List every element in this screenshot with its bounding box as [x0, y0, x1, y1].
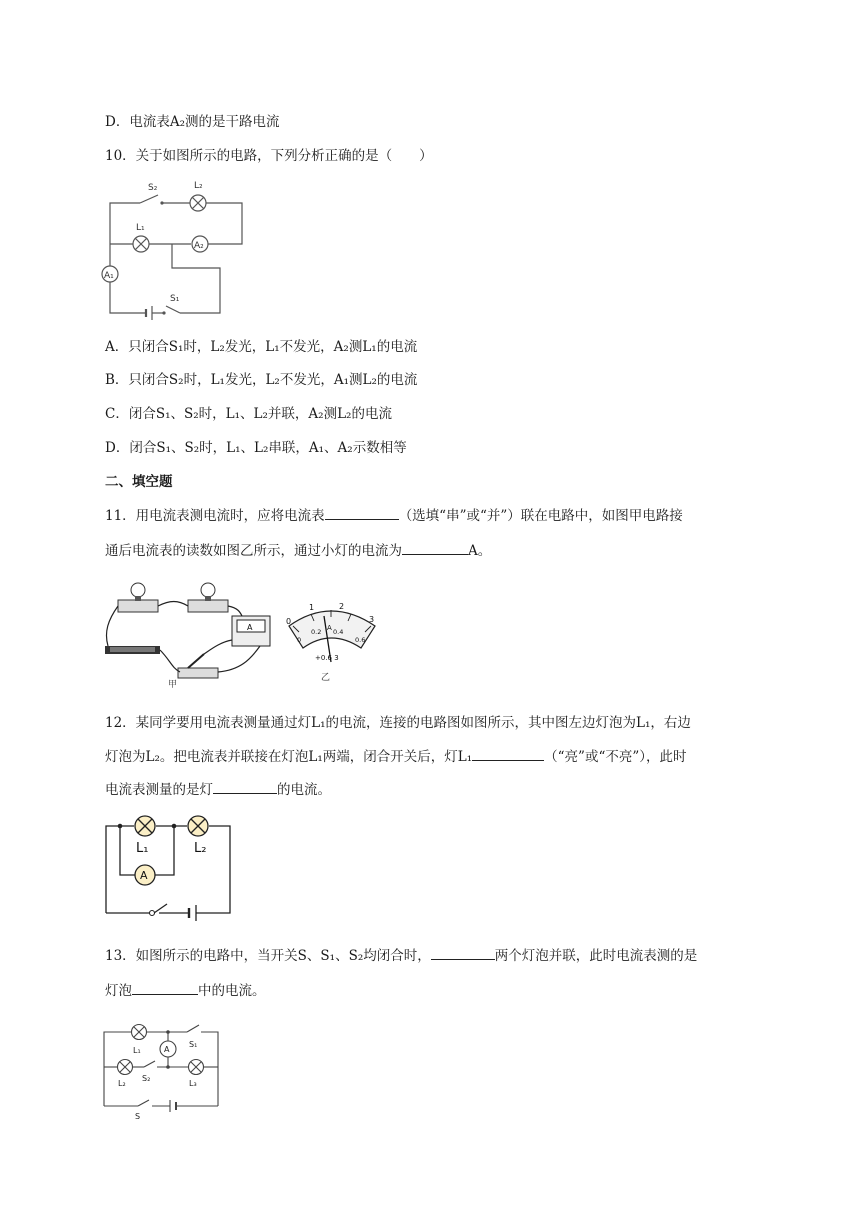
- q12-text-d: 的电流。: [277, 782, 331, 798]
- q12-blank-1[interactable]: [472, 746, 544, 761]
- q13-text-d: 中的电流。: [198, 983, 266, 999]
- q12-blank-2[interactable]: [213, 779, 277, 794]
- q10-option-d: D．闭合S₁、S₂时，L₁、L₂串联，A₁、A₂示数相等: [105, 440, 407, 456]
- meter-bottom-1: 0.2: [311, 628, 322, 636]
- meter-top-1: 1: [309, 603, 315, 612]
- section-heading: 二、填空题: [105, 474, 173, 490]
- q13-label-l2: L₂: [118, 1079, 126, 1088]
- q12-text-c: 电流表测量的是灯: [105, 782, 213, 798]
- meter-bottom-0: 0: [297, 636, 302, 644]
- q13-label-l1: L₁: [133, 1046, 141, 1055]
- q11-label-jia: 甲: [168, 680, 178, 690]
- meter-bottom-3: 0.6: [355, 636, 366, 644]
- q13-blank-2[interactable]: [132, 980, 198, 995]
- q10-option-c: C．闭合S₁、S₂时，L₁、L₂并联，A₂测L₂的电流: [105, 406, 392, 422]
- q10-option-a: A．只闭合S₁时，L₂发光，L₁不发光，A₂测L₁的电流: [105, 339, 418, 355]
- q12-line2: [105, 746, 687, 767]
- meter-top-3: 3: [369, 615, 375, 624]
- q12-line3: [105, 779, 331, 800]
- q11-blank-2[interactable]: [402, 540, 468, 555]
- q13-text-b: 两个灯泡并联，此时电流表测的是: [494, 948, 698, 964]
- q13-label-s: S: [135, 1112, 141, 1121]
- q11-label-yi: 乙: [321, 673, 331, 683]
- q11-line1: [105, 505, 683, 526]
- q13-circuit-diagram: [100, 1020, 230, 1121]
- q13-label-l3: L₃: [189, 1079, 197, 1088]
- q13-blank-1[interactable]: [431, 945, 495, 960]
- q12-text-a: 灯泡为L₂。把电流表并联接在灯泡L₁两端，闭合开关后，灯L₁: [105, 749, 473, 765]
- q10-circuit-diagram: [100, 175, 260, 325]
- q12-text-b: （“亮”或“不亮”），此时: [544, 749, 687, 765]
- meter-top-0: 0: [286, 617, 292, 626]
- q11-text-c: 通后电流表的读数如图乙所示，通过小灯的电流为: [105, 543, 402, 559]
- q11-figure-yi-meter: [283, 596, 383, 686]
- q11-text-b: （选填“串”或“并”）联在电路中，如图甲电路接: [398, 508, 683, 524]
- q13-label-s1: S₁: [189, 1040, 198, 1049]
- q10-label-s1: S₁: [170, 294, 180, 304]
- q10-label-a1: A₁: [104, 271, 114, 281]
- q12-line1: 12．某同学要用电流表测量通过灯L₁的电流，连接的电路图如图所示，其中图左边灯泡为L₁，右边: [105, 715, 691, 731]
- q13-line1: [105, 945, 697, 966]
- q12-label-l1: L₁: [136, 841, 149, 856]
- q10-stem: 10．关于如图所示的电路，下列分析正确的是（ ）: [105, 148, 433, 164]
- q13-line2: [105, 980, 266, 1001]
- q10-label-l2: L₂: [194, 181, 203, 191]
- q11-figure-jia: [100, 580, 280, 690]
- q10-label-s2: S₂: [148, 183, 158, 193]
- meter-unit-yi: A: [327, 624, 332, 632]
- q13-text-c: 灯泡: [105, 983, 132, 999]
- meter-bottom-2: 0.4: [333, 628, 344, 636]
- q13-text-a: 13．如图所示的电路中，当开关S、S₁、S₂均闭合时，: [105, 948, 431, 964]
- q11-blank-1[interactable]: [325, 505, 399, 520]
- meter-terminals: +0.6 3: [315, 654, 339, 662]
- meter-top-2: 2: [339, 602, 345, 611]
- q11-text-d: A。: [468, 543, 492, 559]
- q12-label-a: A: [140, 869, 148, 882]
- q10-label-a2: A₂: [194, 241, 204, 251]
- q10-option-b: B．只闭合S₂时，L₁发光，L₂不发光，A₁测L₂的电流: [105, 372, 418, 388]
- q11-text-a: 11．用电流表测电流时，应将电流表: [105, 508, 325, 524]
- q11-line2: [105, 540, 491, 561]
- q13-label-s2: S₂: [142, 1074, 151, 1083]
- q12-label-l2: L₂: [194, 841, 207, 856]
- q12-circuit-diagram: [100, 812, 240, 916]
- q10-label-l1: L₁: [136, 223, 145, 233]
- q11-ammeter-unit-jia: A: [247, 623, 253, 632]
- q9-option-d: D．电流表A₂测的是干路电流: [105, 114, 280, 130]
- q13-label-a: A: [164, 1045, 170, 1054]
